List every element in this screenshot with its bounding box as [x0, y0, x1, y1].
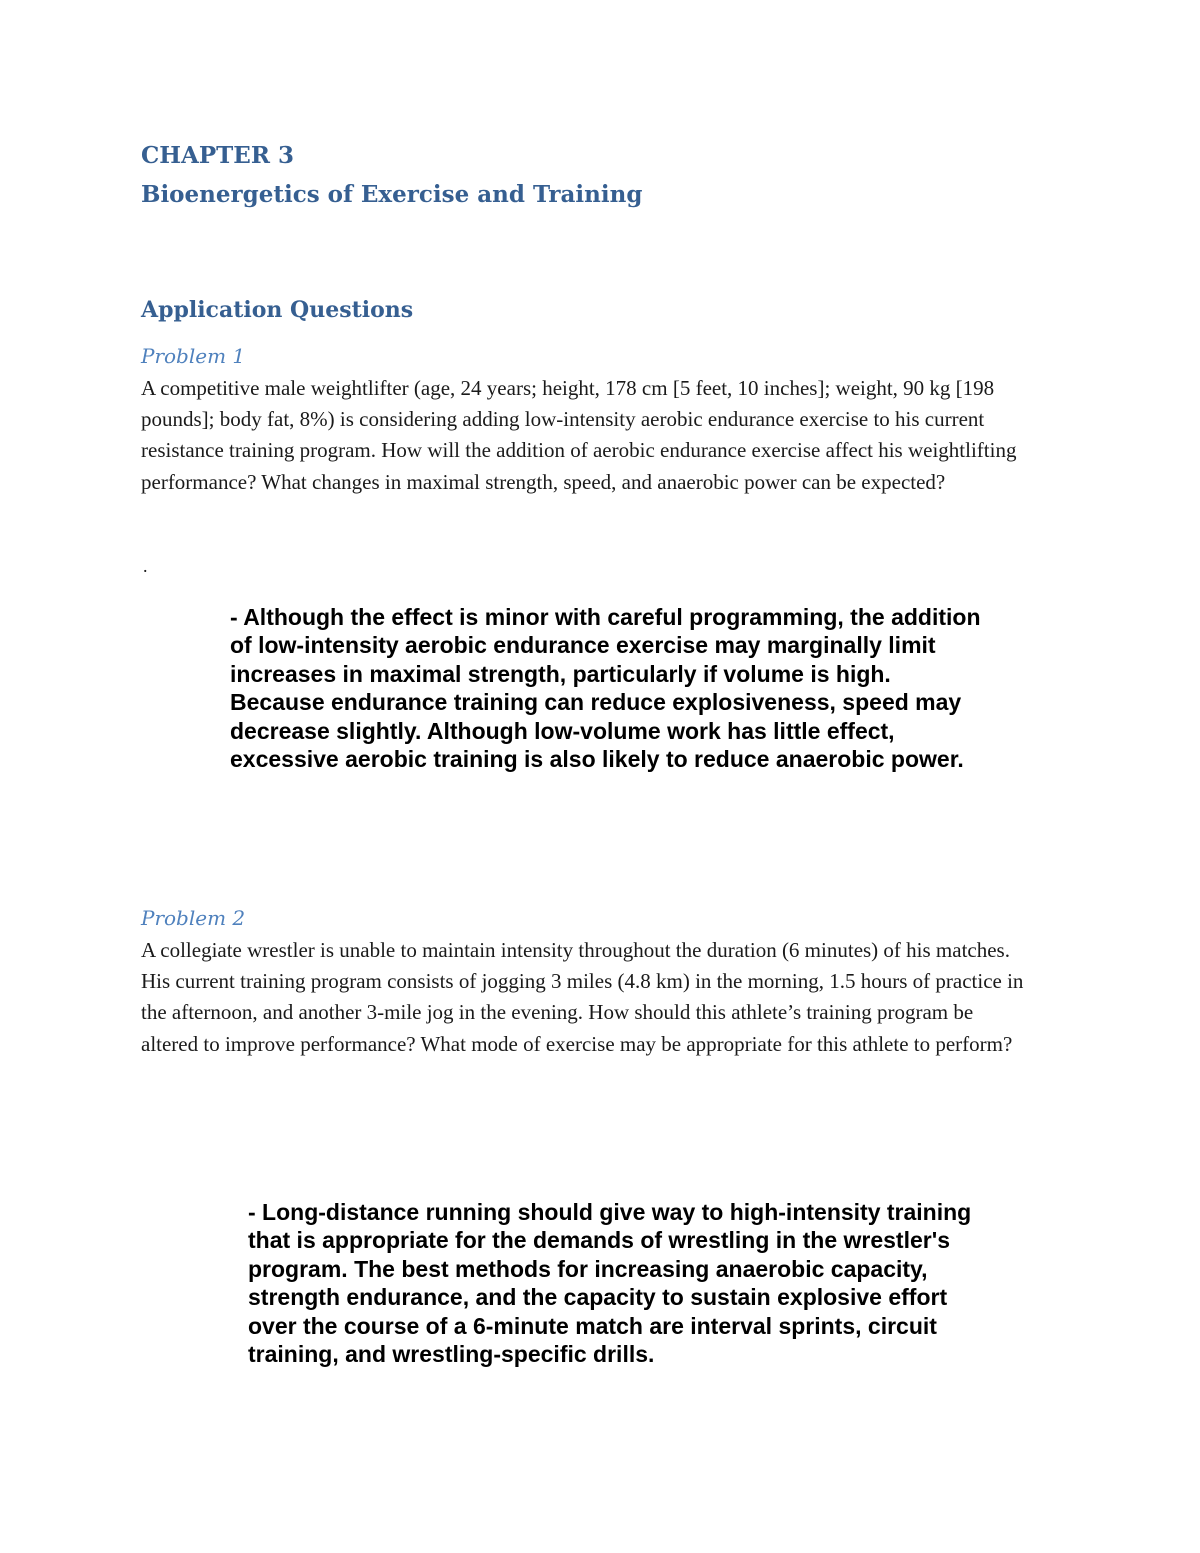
- problem-2-question: A collegiate wrestler is unable to maintain intensity throughout the duration (6 minutes) of his matches. His current training program consists of jogging 3 miles (4.8 km) in the morning, 1.5 hours of practice in the afternoon, and another 3-mile jog in the evening. How should this athlete’s training program be altered to improve performance? What mode of exercise may be appropriate for this athlete to perform?: [141, 938, 1024, 1056]
- section-title: Application Questions: [141, 297, 414, 323]
- problem-1-question: A competitive male weightlifter (age, 24 years; height, 178 cm [5 feet, 10 inches]; weight, 90 kg [198 pounds]; body fat, 8%) is considering adding low-intensity aerobic endurance exercise to his current resistance training program. How will the addition of aerobic endurance exercise affect his weightlifting performance? What changes in maximal strength, speed, and anaerobic power can be expected?: [141, 376, 1017, 494]
- problem-2-label: Problem 2: [141, 906, 246, 930]
- chapter-title: Bioenergetics of Exercise and Training: [141, 181, 643, 208]
- problem-1-label: Problem 1: [141, 344, 246, 368]
- problem-2-answer: - Long-distance running should give way to high-intensity training that is appropriate for the demands of wrestling in the wrestler's program. The best methods for increasing anaerobic capacity, strength endurance, and the capacity to sustain explosive effort over the course of a 6-minute match are interval sprints, circuit training, and wrestling-specific drills.: [248, 1199, 972, 1368]
- problem-1-answer: - Although the effect is minor with careful programming, the addition of low-intensity aerobic endurance exercise may marginally limit increases in maximal strength, particularly if volume is high. Because endurance training can reduce explosiveness, speed may decrease slightly. Although low-volume work has little effect, excessive aerobic training is also likely to reduce anaerobic power.: [230, 604, 981, 773]
- separator-dot: .: [143, 556, 148, 576]
- chapter-number: CHAPTER 3: [141, 142, 294, 169]
